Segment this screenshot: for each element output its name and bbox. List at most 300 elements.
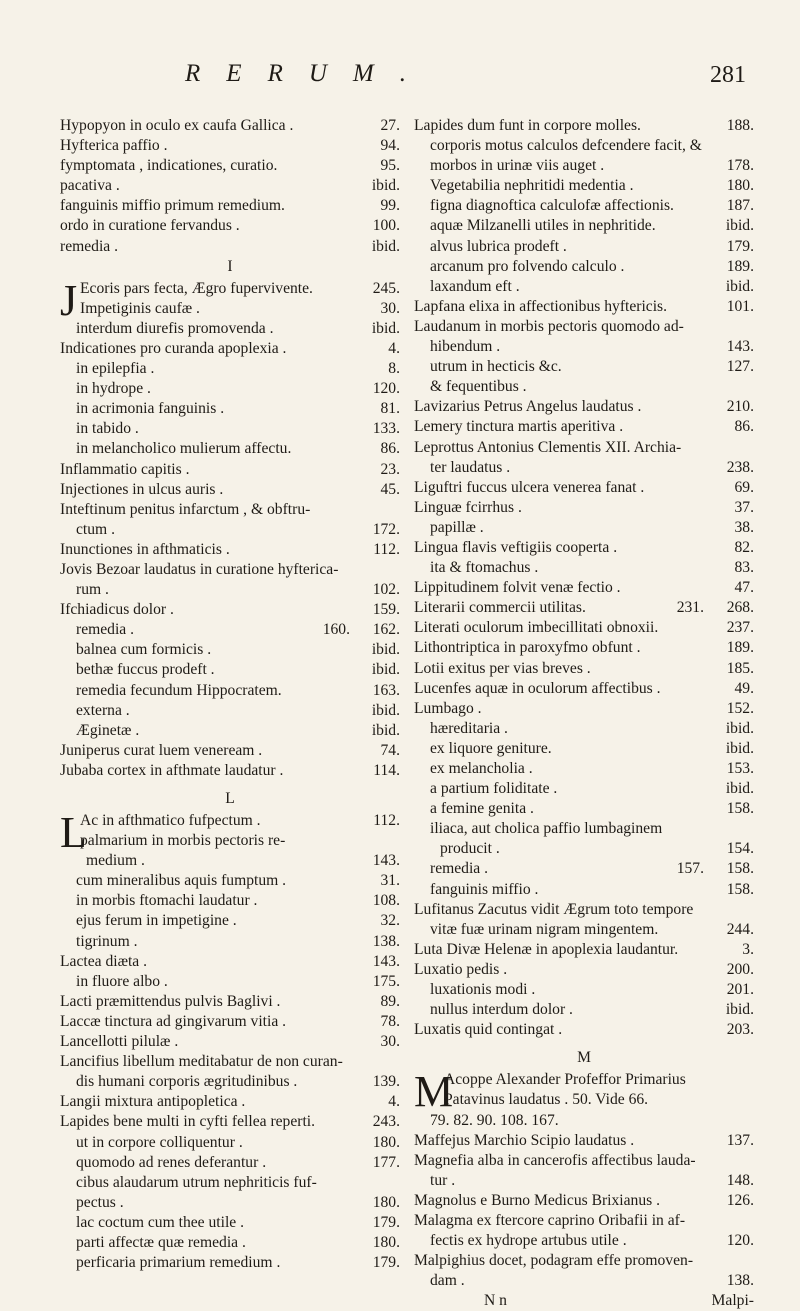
entry-text: Literati oculorum imbecillitati obnoxii. bbox=[414, 619, 659, 637]
entry-page-ref: 231. bbox=[676, 599, 704, 617]
index-entry bbox=[60, 216, 400, 236]
index-entry bbox=[414, 779, 754, 799]
entry-page-ref: 4. bbox=[388, 1093, 400, 1111]
entry-text: in epilepfia . bbox=[76, 360, 155, 378]
entry-page-ref: 4. bbox=[388, 339, 400, 357]
index-entry bbox=[60, 1153, 400, 1173]
entry-text: Lacti præmittendus pulvis Baglivi . bbox=[60, 992, 281, 1010]
entry-text: Inteftinum penitus infarctum , & obftru- bbox=[60, 500, 311, 518]
entry-page-ref: 143. bbox=[726, 338, 754, 356]
index-entry bbox=[60, 1072, 400, 1092]
entry-text: Leprottus Antonius Clementis XII. Archia- bbox=[414, 438, 682, 456]
entry-page-ref: 238. bbox=[726, 458, 754, 476]
index-entry bbox=[414, 1231, 754, 1251]
entry-page-ref: 82. bbox=[734, 538, 754, 556]
entry-page-ref: 100. bbox=[372, 217, 400, 235]
entry-text: Laudanum in morbis pectoris quomodo ad- bbox=[414, 317, 684, 335]
left-column bbox=[60, 116, 400, 1273]
entry-page-ref: 49. bbox=[734, 679, 754, 697]
entry-page-ref: 126. bbox=[726, 1191, 754, 1209]
entry-text: Magnolus e Burno Medicus Brixianus . bbox=[414, 1191, 661, 1209]
entry-text: Lapides dum funt in corpore molles. bbox=[414, 117, 641, 134]
index-entry bbox=[414, 699, 754, 719]
entry-text: Literarii commercii utilitas. bbox=[414, 599, 586, 617]
entry-page-ref: ibid. bbox=[371, 177, 400, 195]
drop-cap: J bbox=[60, 275, 78, 325]
section-l-opening bbox=[60, 808, 400, 857]
entry-page-ref: 245. bbox=[372, 279, 400, 297]
entry-page-ref: 188. bbox=[726, 117, 754, 134]
entry-text: balnea cum formicis . bbox=[76, 641, 212, 659]
entry-text: Lavizarius Petrus Angelus laudatus . bbox=[414, 398, 642, 416]
entry-page-ref: 30. bbox=[380, 1033, 400, 1051]
entry-text: hæreditaria . bbox=[430, 719, 508, 737]
index-entry bbox=[414, 900, 754, 920]
entry-text: in acrimonia fanguinis . bbox=[76, 400, 225, 418]
index-entry bbox=[60, 1133, 400, 1153]
entry-text: pectus . bbox=[76, 1193, 124, 1211]
entry-text: cibus alaudarum utrum nephriticis fuf- bbox=[76, 1173, 317, 1191]
section-l-entries bbox=[60, 851, 400, 1273]
entry-page-ref: 38. bbox=[734, 518, 754, 536]
entry-text: ita & ftomachus . bbox=[430, 559, 539, 577]
entry-text: quomodo ad renes deferantur . bbox=[76, 1153, 267, 1171]
running-title-letter: U bbox=[308, 60, 327, 87]
index-entry bbox=[60, 1233, 400, 1253]
entry-text: utrum in hecticis &c. bbox=[430, 358, 562, 376]
index-entry bbox=[60, 1032, 400, 1052]
drop-cap: L bbox=[60, 808, 87, 857]
index-entry bbox=[60, 721, 400, 741]
index-entry bbox=[60, 851, 400, 871]
entry-text: fanguinis miffio . bbox=[430, 880, 539, 898]
index-entry bbox=[60, 831, 400, 851]
index-entry bbox=[414, 1151, 754, 1171]
entry-text: rum . bbox=[76, 581, 109, 599]
entry-page-ref: 102. bbox=[372, 581, 400, 599]
entry-page-ref: 172. bbox=[372, 520, 400, 538]
entry-text: Langii mixtura antipopletica . bbox=[60, 1093, 246, 1111]
index-entry bbox=[60, 399, 400, 419]
index-entry bbox=[60, 196, 400, 216]
index-entry bbox=[414, 960, 754, 980]
entry-page-ref: ibid. bbox=[371, 661, 400, 679]
entry-text: in morbis ftomachi laudatur . bbox=[76, 892, 258, 910]
entry-text: Liguftri fuccus ulcera venerea fanat . bbox=[414, 478, 645, 496]
entry-page-ref: ibid. bbox=[371, 721, 400, 739]
entry-text: Lucenfes aquæ in oculorum affectibus . bbox=[414, 679, 661, 697]
entry-page-ref: 187. bbox=[726, 197, 754, 215]
entry-text: laxandum eft . bbox=[430, 277, 520, 295]
index-entry bbox=[60, 237, 400, 257]
entry-text: in melancholico mulierum affectu. bbox=[76, 440, 292, 458]
entry-page-ref: 139. bbox=[372, 1073, 400, 1091]
entry-text: cum mineralibus aquis fumptum . bbox=[76, 872, 287, 890]
index-entry bbox=[414, 136, 754, 156]
entry-text: Malpighius docet, podagram effe promoven- bbox=[414, 1252, 694, 1270]
entry-page-ref: 152. bbox=[726, 699, 754, 717]
index-entry bbox=[414, 739, 754, 759]
entry-page-ref: ibid. bbox=[725, 1001, 754, 1019]
index-entry bbox=[60, 460, 400, 480]
entry-page-ref: 268. bbox=[726, 599, 754, 617]
entry-text: dam . bbox=[430, 1272, 465, 1290]
entry-page-ref: 47. bbox=[734, 579, 754, 597]
index-entry bbox=[414, 578, 754, 598]
index-entry bbox=[414, 1000, 754, 1020]
index-entry bbox=[60, 1052, 400, 1072]
entry-page-ref: 114. bbox=[373, 761, 400, 779]
entry-page-ref: 78. bbox=[380, 1012, 400, 1030]
entry-text: Juniperus curat luem veneream . bbox=[60, 741, 263, 759]
entry-page-ref: 112. bbox=[373, 540, 400, 558]
index-entry bbox=[60, 580, 400, 600]
index-entry bbox=[60, 660, 400, 680]
index-entry bbox=[414, 257, 754, 277]
index-entry bbox=[414, 377, 754, 397]
index-entry bbox=[414, 156, 754, 176]
index-entry bbox=[414, 920, 754, 940]
entry-page-ref: 159. bbox=[372, 601, 400, 619]
entry-text: arcanum pro folvendo calculo . bbox=[430, 257, 625, 275]
entry-text: Luxatio pedis . bbox=[414, 960, 508, 978]
entry-text: Maffejus Marchio Scipio laudatus . bbox=[414, 1131, 635, 1149]
entry-page-ref: 45. bbox=[380, 480, 400, 498]
entry-text: Hyfterica paffio . bbox=[60, 137, 168, 155]
index-entry bbox=[60, 116, 400, 136]
index-entry bbox=[60, 1253, 400, 1273]
entry-text: ex melancholia . bbox=[430, 760, 533, 777]
entry-page-ref: 203. bbox=[726, 1021, 754, 1039]
index-entry bbox=[60, 620, 400, 640]
entry-page-ref: 86. bbox=[734, 418, 754, 436]
entry-page-ref: 94. bbox=[380, 137, 400, 155]
entry-text: 79. 82. 90. 108. 167. bbox=[430, 1111, 559, 1129]
entry-text: Luta Divæ Helenæ in apoplexia laudantur. bbox=[414, 940, 679, 958]
index-entry bbox=[414, 1191, 754, 1211]
catchword: Malpi- bbox=[711, 1292, 754, 1310]
index-entry bbox=[414, 176, 754, 196]
entry-text: Lingua flavis veftigiis cooperta . bbox=[414, 538, 618, 556]
running-title bbox=[185, 60, 432, 88]
entry-page-ref: 175. bbox=[372, 972, 400, 990]
index-entry bbox=[60, 932, 400, 952]
index-entry bbox=[60, 1012, 400, 1032]
entry-page-ref: 153. bbox=[726, 760, 754, 777]
entry-text: remedia . bbox=[76, 621, 135, 639]
index-entry bbox=[60, 701, 400, 721]
index-entry bbox=[414, 1271, 754, 1291]
entry-text: alvus lubrica prodeft . bbox=[430, 237, 567, 255]
entry-page-ref: 143. bbox=[372, 852, 400, 870]
section-i-entries bbox=[60, 319, 400, 781]
entry-page-ref: 3. bbox=[742, 940, 754, 958]
index-entry bbox=[60, 952, 400, 972]
entry-text: Lactea diæta . bbox=[60, 952, 148, 970]
index-entry bbox=[60, 600, 400, 620]
index-entry bbox=[60, 339, 400, 359]
index-entry bbox=[60, 640, 400, 660]
entry-text: externa . bbox=[76, 701, 130, 719]
entry-text: aquæ Milzanelli utiles in nephritide. bbox=[430, 217, 656, 235]
entry-page-ref: 148. bbox=[726, 1171, 754, 1189]
index-entry bbox=[60, 1092, 400, 1112]
index-entry bbox=[60, 520, 400, 540]
entry-text: producit . bbox=[440, 840, 500, 858]
entry-page-ref: 237. bbox=[726, 619, 754, 637]
entry-page-ref: 138. bbox=[726, 1272, 754, 1290]
entry-page-ref: 83. bbox=[734, 559, 754, 577]
entry-text: lac coctum cum thee utile . bbox=[76, 1213, 244, 1231]
entry-page-ref: 86. bbox=[380, 440, 400, 458]
entry-text: Ifchiadicus dolor . bbox=[60, 601, 174, 619]
entry-page-ref: 162. bbox=[372, 621, 400, 639]
section-i-opening bbox=[60, 275, 400, 325]
index-entry bbox=[414, 719, 754, 739]
index-entry bbox=[414, 1111, 754, 1131]
index-entry bbox=[414, 237, 754, 257]
index-entry bbox=[414, 679, 754, 699]
entry-text: Lancellotti pilulæ . bbox=[60, 1033, 179, 1051]
entry-page-ref: 189. bbox=[726, 257, 754, 275]
index-entry bbox=[414, 859, 754, 879]
entry-text: ex liquore geniture. bbox=[430, 739, 552, 757]
running-title-letter: M bbox=[352, 60, 374, 87]
entry-text: Jubaba cortex in afthmate laudatur . bbox=[60, 761, 284, 779]
entry-page-ref: ibid. bbox=[725, 719, 754, 737]
entry-text: papillæ . bbox=[430, 518, 484, 536]
entry-page-ref: 157. bbox=[676, 860, 704, 878]
entry-text: Lotii exitus per vias breves . bbox=[414, 659, 591, 677]
entry-page-ref: 32. bbox=[380, 912, 400, 930]
entry-text: fymptomata , indicationes, curatio. bbox=[60, 157, 278, 175]
section-m-entries bbox=[414, 1111, 754, 1292]
entry-text: remedia . bbox=[430, 860, 489, 878]
index-entry bbox=[414, 337, 754, 357]
entry-text: Impetiginis caufæ . bbox=[80, 299, 200, 317]
index-entry bbox=[60, 1213, 400, 1233]
index-entry bbox=[414, 116, 754, 136]
entry-text: Magnefia alba in cancerofis affectibus lauda- bbox=[414, 1151, 696, 1169]
entry-page-ref: 69. bbox=[734, 478, 754, 496]
entry-page-ref: 101. bbox=[726, 297, 754, 315]
entry-page-ref: 158. bbox=[726, 880, 754, 898]
entry-page-ref: ibid. bbox=[725, 739, 754, 757]
entry-text: Luxatis quid contingat . bbox=[414, 1021, 563, 1039]
entry-text: bethæ fuccus prodeft . bbox=[76, 661, 215, 679]
entry-page-ref: 31. bbox=[380, 872, 400, 890]
section-heading-i: I bbox=[227, 257, 233, 275]
entry-page-ref: 163. bbox=[372, 681, 400, 699]
entry-page-ref: 178. bbox=[726, 157, 754, 175]
entry-text: dis humani corporis ægritudinibus . bbox=[76, 1073, 298, 1091]
entry-page-ref: 160. bbox=[322, 621, 350, 639]
index-entry bbox=[60, 560, 400, 580]
section-heading-l: L bbox=[225, 790, 235, 807]
entry-page-ref: ibid. bbox=[371, 641, 400, 659]
index-entry bbox=[414, 799, 754, 819]
entry-page-ref: 8. bbox=[388, 360, 400, 378]
entry-text: Lippitudinem folvit venæ fectio . bbox=[414, 579, 621, 597]
entry-text: interdum diurefis promovenda . bbox=[76, 319, 274, 337]
entry-page-ref: 27. bbox=[380, 117, 400, 134]
entry-page-ref: ibid. bbox=[371, 701, 400, 719]
index-entry bbox=[414, 438, 754, 458]
index-entry bbox=[60, 540, 400, 560]
index-entry bbox=[414, 478, 754, 498]
entry-text: ut in corpore colliquentur . bbox=[76, 1133, 243, 1151]
entry-text: Ecoris pars fecta, Ægro fupervivente. bbox=[80, 279, 313, 297]
running-title-letter: R bbox=[267, 60, 283, 87]
entry-text: Malagma ex ftercore caprino Oribafii in af- bbox=[414, 1211, 686, 1229]
entry-text: in fluore albo . bbox=[76, 972, 168, 990]
index-entry bbox=[414, 880, 754, 900]
entry-text: ordo in curatione fervandus . bbox=[60, 217, 240, 235]
drop-cap: M bbox=[414, 1067, 454, 1117]
index-entry bbox=[60, 480, 400, 500]
running-title-letter: R bbox=[185, 60, 201, 87]
entry-page-ref: 81. bbox=[380, 400, 400, 418]
entry-text: parti affectæ quæ remedia . bbox=[76, 1233, 246, 1251]
entry-page-ref: 137. bbox=[726, 1131, 754, 1149]
index-entry bbox=[60, 319, 400, 339]
index-entry bbox=[60, 379, 400, 399]
index-entry bbox=[414, 980, 754, 1000]
entry-page-ref: 180. bbox=[372, 1133, 400, 1151]
entry-page-ref: ibid. bbox=[371, 319, 400, 337]
entry-page-ref: 99. bbox=[380, 197, 400, 215]
entry-text: figna diagnoftica calculofæ affectionis. bbox=[430, 197, 674, 215]
entry-text: fanguinis miffio primum remedium. bbox=[60, 197, 285, 215]
page-number: 281 bbox=[710, 62, 746, 88]
entry-text: in tabido . bbox=[76, 420, 139, 438]
entry-text: in hydrope . bbox=[76, 380, 151, 398]
index-entry bbox=[60, 911, 400, 931]
entry-text: luxationis modi . bbox=[430, 981, 536, 999]
index-entry bbox=[414, 196, 754, 216]
index-entry bbox=[60, 972, 400, 992]
entry-page-ref: 74. bbox=[380, 741, 400, 759]
entry-text: & fequentibus . bbox=[430, 378, 527, 396]
index-entry bbox=[414, 659, 754, 679]
page-footer bbox=[414, 1291, 754, 1311]
entry-page-ref: 127. bbox=[726, 358, 754, 376]
index-entry bbox=[414, 598, 754, 618]
entry-page-ref: ibid. bbox=[725, 780, 754, 798]
entry-page-ref: 179. bbox=[372, 1213, 400, 1231]
index-entry bbox=[414, 498, 754, 518]
running-head bbox=[0, 60, 800, 100]
right-column bbox=[414, 116, 754, 1311]
entry-page-ref: 210. bbox=[726, 398, 754, 416]
entry-text: vitæ fuæ urinam nigram mingentem. bbox=[430, 920, 659, 938]
entry-text: fectis ex hydrope artubus utile . bbox=[430, 1232, 627, 1250]
index-entry bbox=[60, 681, 400, 701]
entry-text: a femine genita . bbox=[430, 800, 534, 818]
entry-text: Lancifius libellum meditabatur de non curan- bbox=[60, 1053, 343, 1071]
index-entry bbox=[414, 1171, 754, 1191]
index-entry bbox=[60, 811, 400, 831]
index-entry bbox=[414, 940, 754, 960]
entry-text: medium . bbox=[86, 852, 145, 870]
entry-page-ref: 244. bbox=[726, 920, 754, 938]
entry-page-ref: 120. bbox=[372, 380, 400, 398]
entry-text: tigrinum . bbox=[76, 932, 138, 950]
index-entry bbox=[414, 638, 754, 658]
entry-text: Inflammatio capitis . bbox=[60, 460, 190, 478]
entry-text: Æginetæ . bbox=[76, 721, 140, 739]
entry-page-ref: 185. bbox=[726, 659, 754, 677]
index-entry bbox=[60, 156, 400, 176]
entry-text: ctum . bbox=[76, 520, 115, 538]
entry-text: ter laudatus . bbox=[430, 458, 511, 476]
index-entry bbox=[414, 417, 754, 437]
entry-text: Lemery tinctura martis aperitiva . bbox=[414, 418, 624, 436]
entry-text: Indicationes pro curanda apoplexia . bbox=[60, 339, 287, 357]
section-h-entries bbox=[60, 116, 400, 257]
index-entry bbox=[414, 277, 754, 297]
index-entry bbox=[414, 538, 754, 558]
entry-text: nullus interdum dolor . bbox=[430, 1001, 573, 1019]
index-entry bbox=[60, 500, 400, 520]
entry-text: Lithontriptica in paroxyfmo obfunt . bbox=[414, 639, 641, 657]
section-heading-m: M bbox=[577, 1049, 591, 1067]
index-entry bbox=[414, 759, 754, 779]
section-l-continued-entries bbox=[414, 116, 754, 1040]
entry-page-ref: 200. bbox=[726, 960, 754, 978]
entry-page-ref: 89. bbox=[380, 992, 400, 1010]
entry-text: Laccæ tinctura ad gingivarum vitia . bbox=[60, 1012, 287, 1030]
entry-page-ref: 180. bbox=[726, 177, 754, 195]
index-entry bbox=[414, 1090, 754, 1110]
index-entry bbox=[414, 1211, 754, 1231]
index-entry bbox=[414, 458, 754, 478]
entry-text: a partium foliditate . bbox=[430, 780, 558, 798]
entry-text: Lapfana elixa in affectionibus hyftericis. bbox=[414, 297, 668, 315]
section-m-opening bbox=[414, 1067, 754, 1117]
entry-page-ref: 158. bbox=[726, 860, 754, 878]
index-entry bbox=[60, 359, 400, 379]
index-entry bbox=[414, 518, 754, 538]
entry-page-ref: 179. bbox=[726, 237, 754, 255]
entry-text: Lufitanus Zacutus vidit Ægrum toto tempore bbox=[414, 900, 694, 918]
entry-text: Vegetabilia nephritidi medentia . bbox=[430, 177, 634, 195]
index-entry bbox=[60, 136, 400, 156]
entry-page-ref: ibid. bbox=[371, 237, 400, 255]
entry-text: Inunctiones in afthmaticis . bbox=[60, 540, 230, 558]
entry-page-ref: ibid. bbox=[725, 277, 754, 295]
entry-text: Acoppe Alexander Profeffor Primarius bbox=[444, 1071, 686, 1089]
index-entry bbox=[60, 891, 400, 911]
entry-text: Patavinus laudatus . 50. Vide 66. bbox=[444, 1091, 649, 1109]
index-entry bbox=[414, 397, 754, 417]
entry-page-ref: 37. bbox=[734, 498, 754, 516]
entry-page-ref: 158. bbox=[726, 800, 754, 818]
entry-page-ref: 177. bbox=[372, 1153, 400, 1171]
entry-page-ref: 179. bbox=[372, 1254, 400, 1272]
entry-text: iliaca, aut cholica paffio lumbaginem bbox=[430, 820, 663, 838]
index-entry bbox=[414, 357, 754, 377]
index-entry bbox=[414, 1131, 754, 1151]
entry-text: Ac in afthmatico fufpectum . bbox=[80, 812, 261, 829]
index-entry bbox=[414, 317, 754, 337]
entry-text: tur . bbox=[430, 1171, 456, 1189]
entry-text: morbos in urinæ viis auget . bbox=[430, 157, 605, 175]
index-entry bbox=[60, 992, 400, 1012]
entry-text: Injectiones in ulcus auris . bbox=[60, 480, 224, 498]
entry-page-ref: 30. bbox=[380, 299, 400, 317]
index-entry bbox=[414, 1020, 754, 1040]
